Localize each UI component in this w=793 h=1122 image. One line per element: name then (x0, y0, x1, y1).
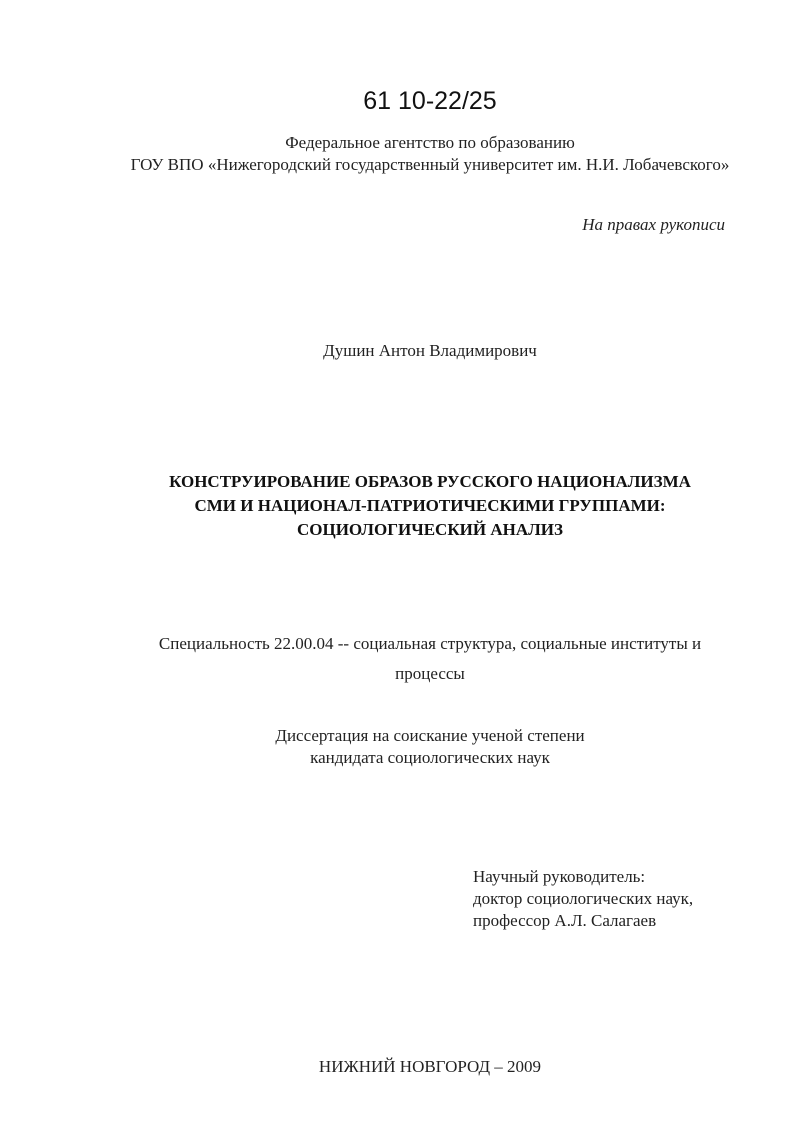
specialty-line-2: процессы (395, 664, 465, 683)
agency-name: Федеральное агентство по образованию (285, 133, 575, 152)
degree-line-2: кандидата социологических наук (310, 748, 550, 767)
title-line-2: СМИ И НАЦИОНАЛ-ПАТРИОТИЧЕСКИМИ ГРУППАМИ: (194, 496, 666, 515)
university-name: ГОУ ВПО «Нижегородский государственный университет им. Н.И. Лобачевского» (130, 155, 730, 174)
document-code: 61 10-22/25 (363, 87, 497, 115)
title-line-1: КОНСТРУИРОВАНИЕ ОБРАЗОВ РУССКОГО НАЦИОНАЛИЗМА (169, 472, 691, 491)
degree-line-1: Диссертация на соискание ученой степени (275, 726, 585, 745)
specialty-line-1: Специальность 22.00.04 -- социальная структура, социальные институты и (158, 634, 702, 653)
title-line-3: СОЦИОЛОГИЧЕСКИЙ АНАЛИЗ (296, 520, 563, 539)
advisor-name: профессор А.Л. Салагаев (473, 911, 657, 930)
city-year: НИЖНИЙ НОВГОРОД – 2009 (318, 1057, 542, 1076)
author-name: Душин Антон Владимирович (323, 341, 537, 360)
advisor-label: Научный руководитель: (473, 867, 646, 886)
rights-note: На правах рукописи (582, 215, 725, 234)
advisor-degree: доктор социологических наук, (473, 889, 694, 908)
